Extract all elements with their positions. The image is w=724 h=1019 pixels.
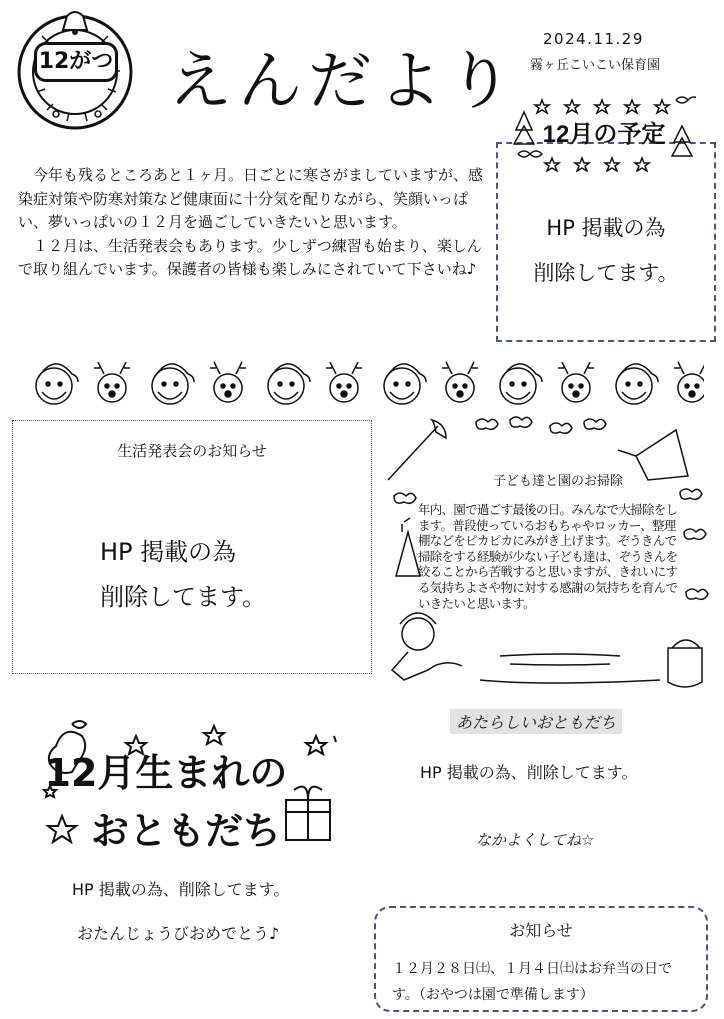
duster-icon	[388, 420, 446, 480]
broom-icon	[396, 524, 420, 576]
intro-paragraph-2: １２月は、生活発表会もあります。少しずつ練習も始まり、楽しんで取り組んでいます。保護者の皆様も楽しみにされていて下さいね♪	[18, 236, 482, 279]
new-friends-heading: あたらしいおともだち	[450, 709, 622, 734]
birthday-heading-art	[36, 716, 356, 866]
intro-text	[18, 164, 484, 282]
schedule-line-1: HP 掲載の為	[546, 216, 666, 240]
recital-content	[100, 530, 266, 620]
schedule-heading: 12月の予定	[542, 121, 666, 148]
notice-body: １２月２８日㈯、１月４日㈯はお弁当の日です。（おやつは園で準備します）	[392, 961, 672, 1003]
issue-date: 2024.11.29	[543, 30, 644, 48]
schedule-heading-decoration	[512, 92, 696, 172]
smiling-star-icon	[48, 816, 76, 842]
recital-line-1: HP 掲載の為	[100, 538, 237, 566]
cleaning-body: 年内、園で過ごす最後の日。みんなで大掃除をします。普段使っているおもちゃやロッカー、整理棚などをピカピカにみがき上げます。ぞうきんで掃除をする経験が少ない子ども達は、ぞうきんを絞ることから苦戦すると思いますが、きれいにする気持ちよさや物に対する感謝の気持ちを育んでいきたいと思います。	[418, 502, 678, 611]
birthday-heading-line-1: 12月生まれの	[44, 751, 288, 795]
new-friends-message: なかよくしてね☆	[476, 831, 595, 849]
birthday-message: おたんじょうびおめでとう♪	[77, 924, 280, 943]
recital-title: 生活発表会のお知らせ	[117, 442, 267, 460]
intro-paragraph-1: 今年も残るところあと１ヶ月。日ごとに寒さがましていますが、感染症対策や防寒対策など健康面に十分気を配りながら、笑顔いっぱい、夢いっぱいの１２月を過ごしていきたいと思います。	[18, 166, 484, 232]
month-badge: 12がつ	[34, 42, 118, 82]
bucket-icon	[668, 640, 702, 687]
santa-reindeer-border	[24, 356, 704, 406]
nursery-name: 霧ヶ丘こいこい保育園	[530, 58, 661, 73]
birthday-heading-line-2: おともだち	[90, 809, 282, 853]
schedule-line-2: 削除してます。	[533, 261, 679, 285]
new-friends-content: HP 掲載の為、削除してます。	[420, 763, 638, 782]
notice-title: お知らせ	[509, 921, 573, 940]
gift-icon	[286, 787, 330, 840]
recital-line-2: 削除してます。	[100, 583, 267, 611]
cleaning-title: 子ども達と園のお掃除	[492, 474, 623, 489]
page-title: えんだより	[168, 45, 518, 119]
birthday-content: HP 掲載の為、削除してます。	[72, 880, 290, 899]
schedule-content	[496, 206, 716, 296]
